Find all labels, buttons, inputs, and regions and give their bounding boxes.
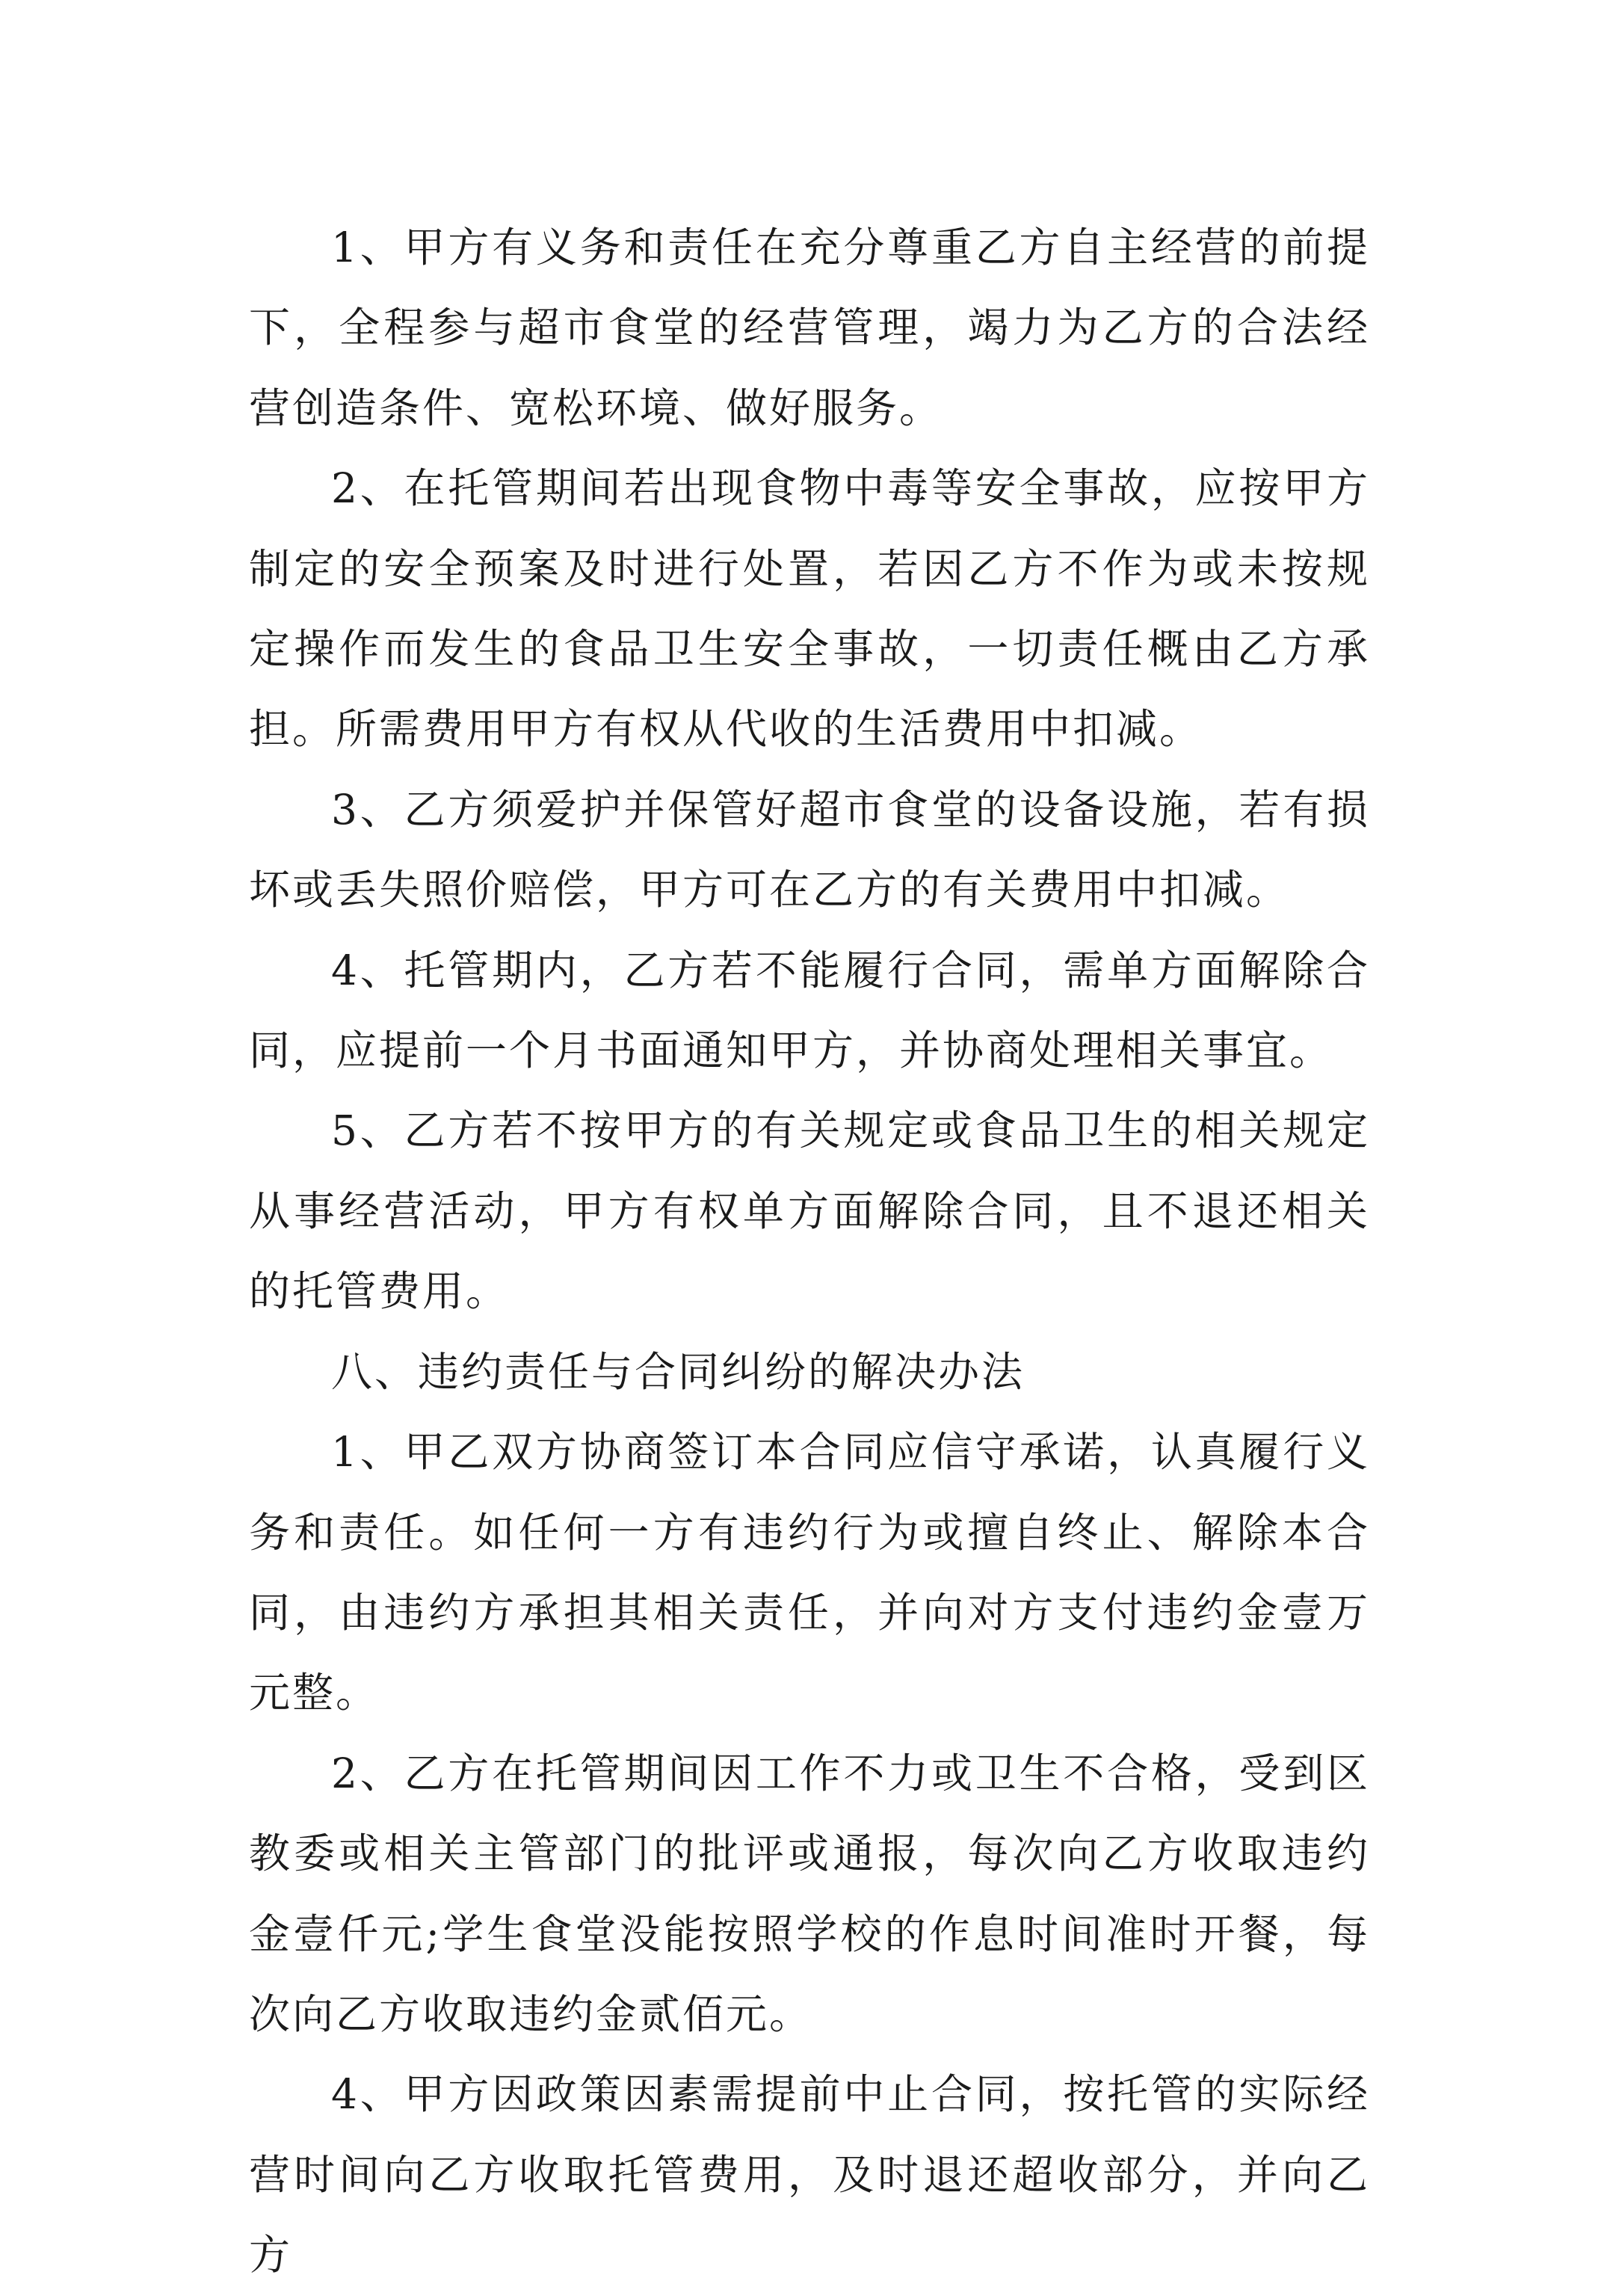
document-body (249, 208, 1370, 2296)
clause-paragraph: 4、甲方因政策因素需提前中止合同，按托管的实际经营时间向乙方收取托管费用，及时退还超收部分，并向乙方 (249, 2070, 1370, 2280)
section-heading: 八、违约责任与合同纠纷的解决办法 (331, 1347, 1025, 1396)
clause-paragraph: 2、在托管期间若出现食物中毒等安全事故，应按甲方制定的安全预案及时进行处置，若因乙方不作为或未按规定操作而发生的食品卫生安全事故，一切责任概由乙方承担。所需费用甲方有权从代收的生活费用中扣减。 (249, 464, 1370, 754)
clause-paragraph: 5、乙方若不按甲方的有关规定或食品卫生的相关规定从事经营活动，甲方有权单方面解除合同，且不退还相关的托管费用。 (249, 1107, 1370, 1316)
clause-paragraph: 4、托管期内，乙方若不能履行合同，需单方面解除合同，应提前一个月书面通知甲方，并协商处理相关事宜。 (249, 946, 1370, 1075)
clause-paragraph: 1、甲乙双方协商签订本合同应信守承诺，认真履行义务和责任。如任何一方有违约行为或擅自终止、解除本合同，由违约方承担其相关责任，并向对方支付违约金壹万元整。 (249, 1428, 1370, 1717)
clause-paragraph: 2、乙方在托管期间因工作不力或卫生不合格，受到区教委或相关主管部门的批评或通报，每次向乙方收取违约金壹仟元;学生食堂没能按照学校的作息时间准时开餐，每次向乙方收取违约金贰佰元。 (249, 1749, 1370, 2038)
clause-paragraph: 3、乙方须爱护并保管好超市食堂的设备设施，若有损坏或丢失照价赔偿，甲方可在乙方的有关费用中扣减。 (249, 785, 1370, 914)
clause-paragraph: 1、甲方有义务和责任在充分尊重乙方自主经营的前提下，全程参与超市食堂的经营管理，竭力为乙方的合法经营创造条件、宽松环境、做好服务。 (249, 224, 1370, 432)
